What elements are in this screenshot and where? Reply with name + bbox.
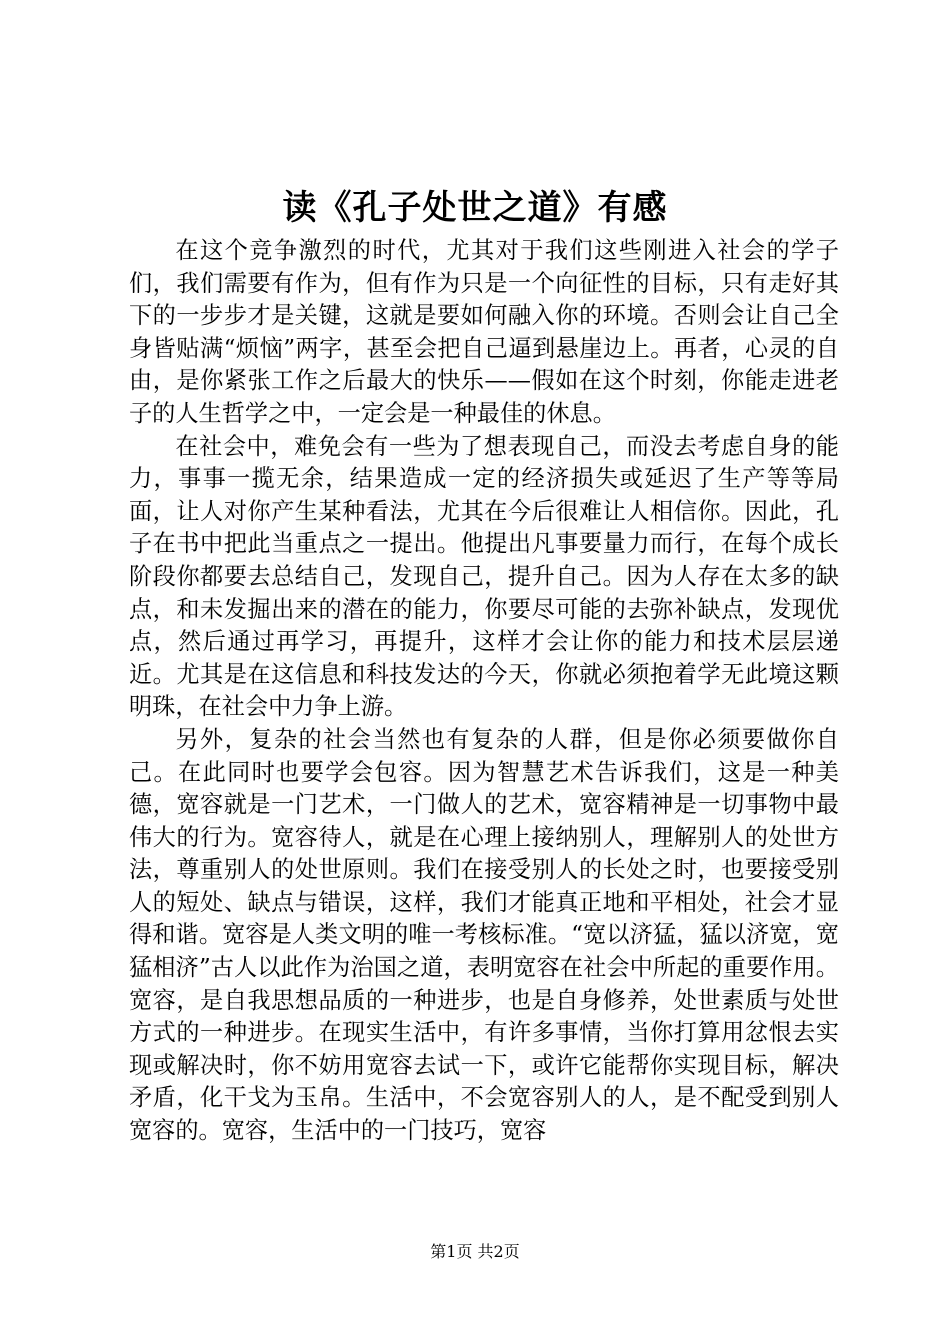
paragraph: 在社会中，难免会有一些为了想表现自己，而没去考虑自身的能力，事事一揽无余，结果造成一定的经济损失或延迟了生产等等局面，让人对你产生某种看法，尤其在今后很难让人相信你。因此，孔子在书中把此当重点之一提出。他提出凡事要量力而行，在每个成长阶段你都要去总结自己，发现自己，提升自己。因为人存在太多的缺点，和未发掘出来的潜在的能力，你要尽可能的去弥补缺点，发现优点，然后通过再学习，再提升，这样才会让你的能力和技术层层递近。尤其是在这信息和科技发达的今天，你就必须抱着学无此境这颗明珠，在社会中力争上游。	[129, 432, 839, 721]
document-body	[129, 235, 839, 1148]
paragraph: 另外，复杂的社会当然也有复杂的人群，但是你必须要做你自己。在此同时也要学会包容。因为智慧艺术告诉我们，这是一种美德，宽容就是一门艺术，一门做人的艺术，宽容精神是一切事物中最伟大的行为。宽容待人，就是在心理上接纳别人，理解别人的处世方法，尊重别人的处世原则。我们在接受别人的长处之时，也要接受别人的短处、缺点与错误，这样，我们才能真正地和平相处，社会才显得和谐。宽容是人类文明的唯一考核标准。“宽以济猛，猛以济宽，宽猛相济”古人以此作为治国之道，表明宽容在社会中所起的重要作用。宽容，是自我思想品质的一种进步，也是自身修养，处世素质与处世方式的一种进步。在现实生活中，有许多事情，当你打算用忿恨去实现或解决时，你不妨用宽容去试一下，或许它能帮你实现目标，解决矛盾，化干戈为玉帛。生活中，不会宽容别人的人，是不配受到别人宽容的。宽容，生活中的一门技巧，宽容	[129, 725, 839, 1145]
document-title: 读《孔子处世之道》有感	[282, 188, 668, 228]
page-footer: 第1页 共2页	[430, 1242, 520, 1261]
paragraph: 在这个竞争激烈的时代，尤其对于我们这些刚进入社会的学子们，我们需要有作为，但有作为只是一个向征性的目标，只有走好其下的一步步才是关键，这就是要如何融入你的环境。否则会让自己全身皆贴满“烦恼”两字，甚至会把自己逼到悬崖边上。再者，心灵的自由，是你紧张工作之后最大的快乐——假如在这个时刻，你能走进老子的人生哲学之中，一定会是一种最佳的休息。	[129, 237, 839, 427]
